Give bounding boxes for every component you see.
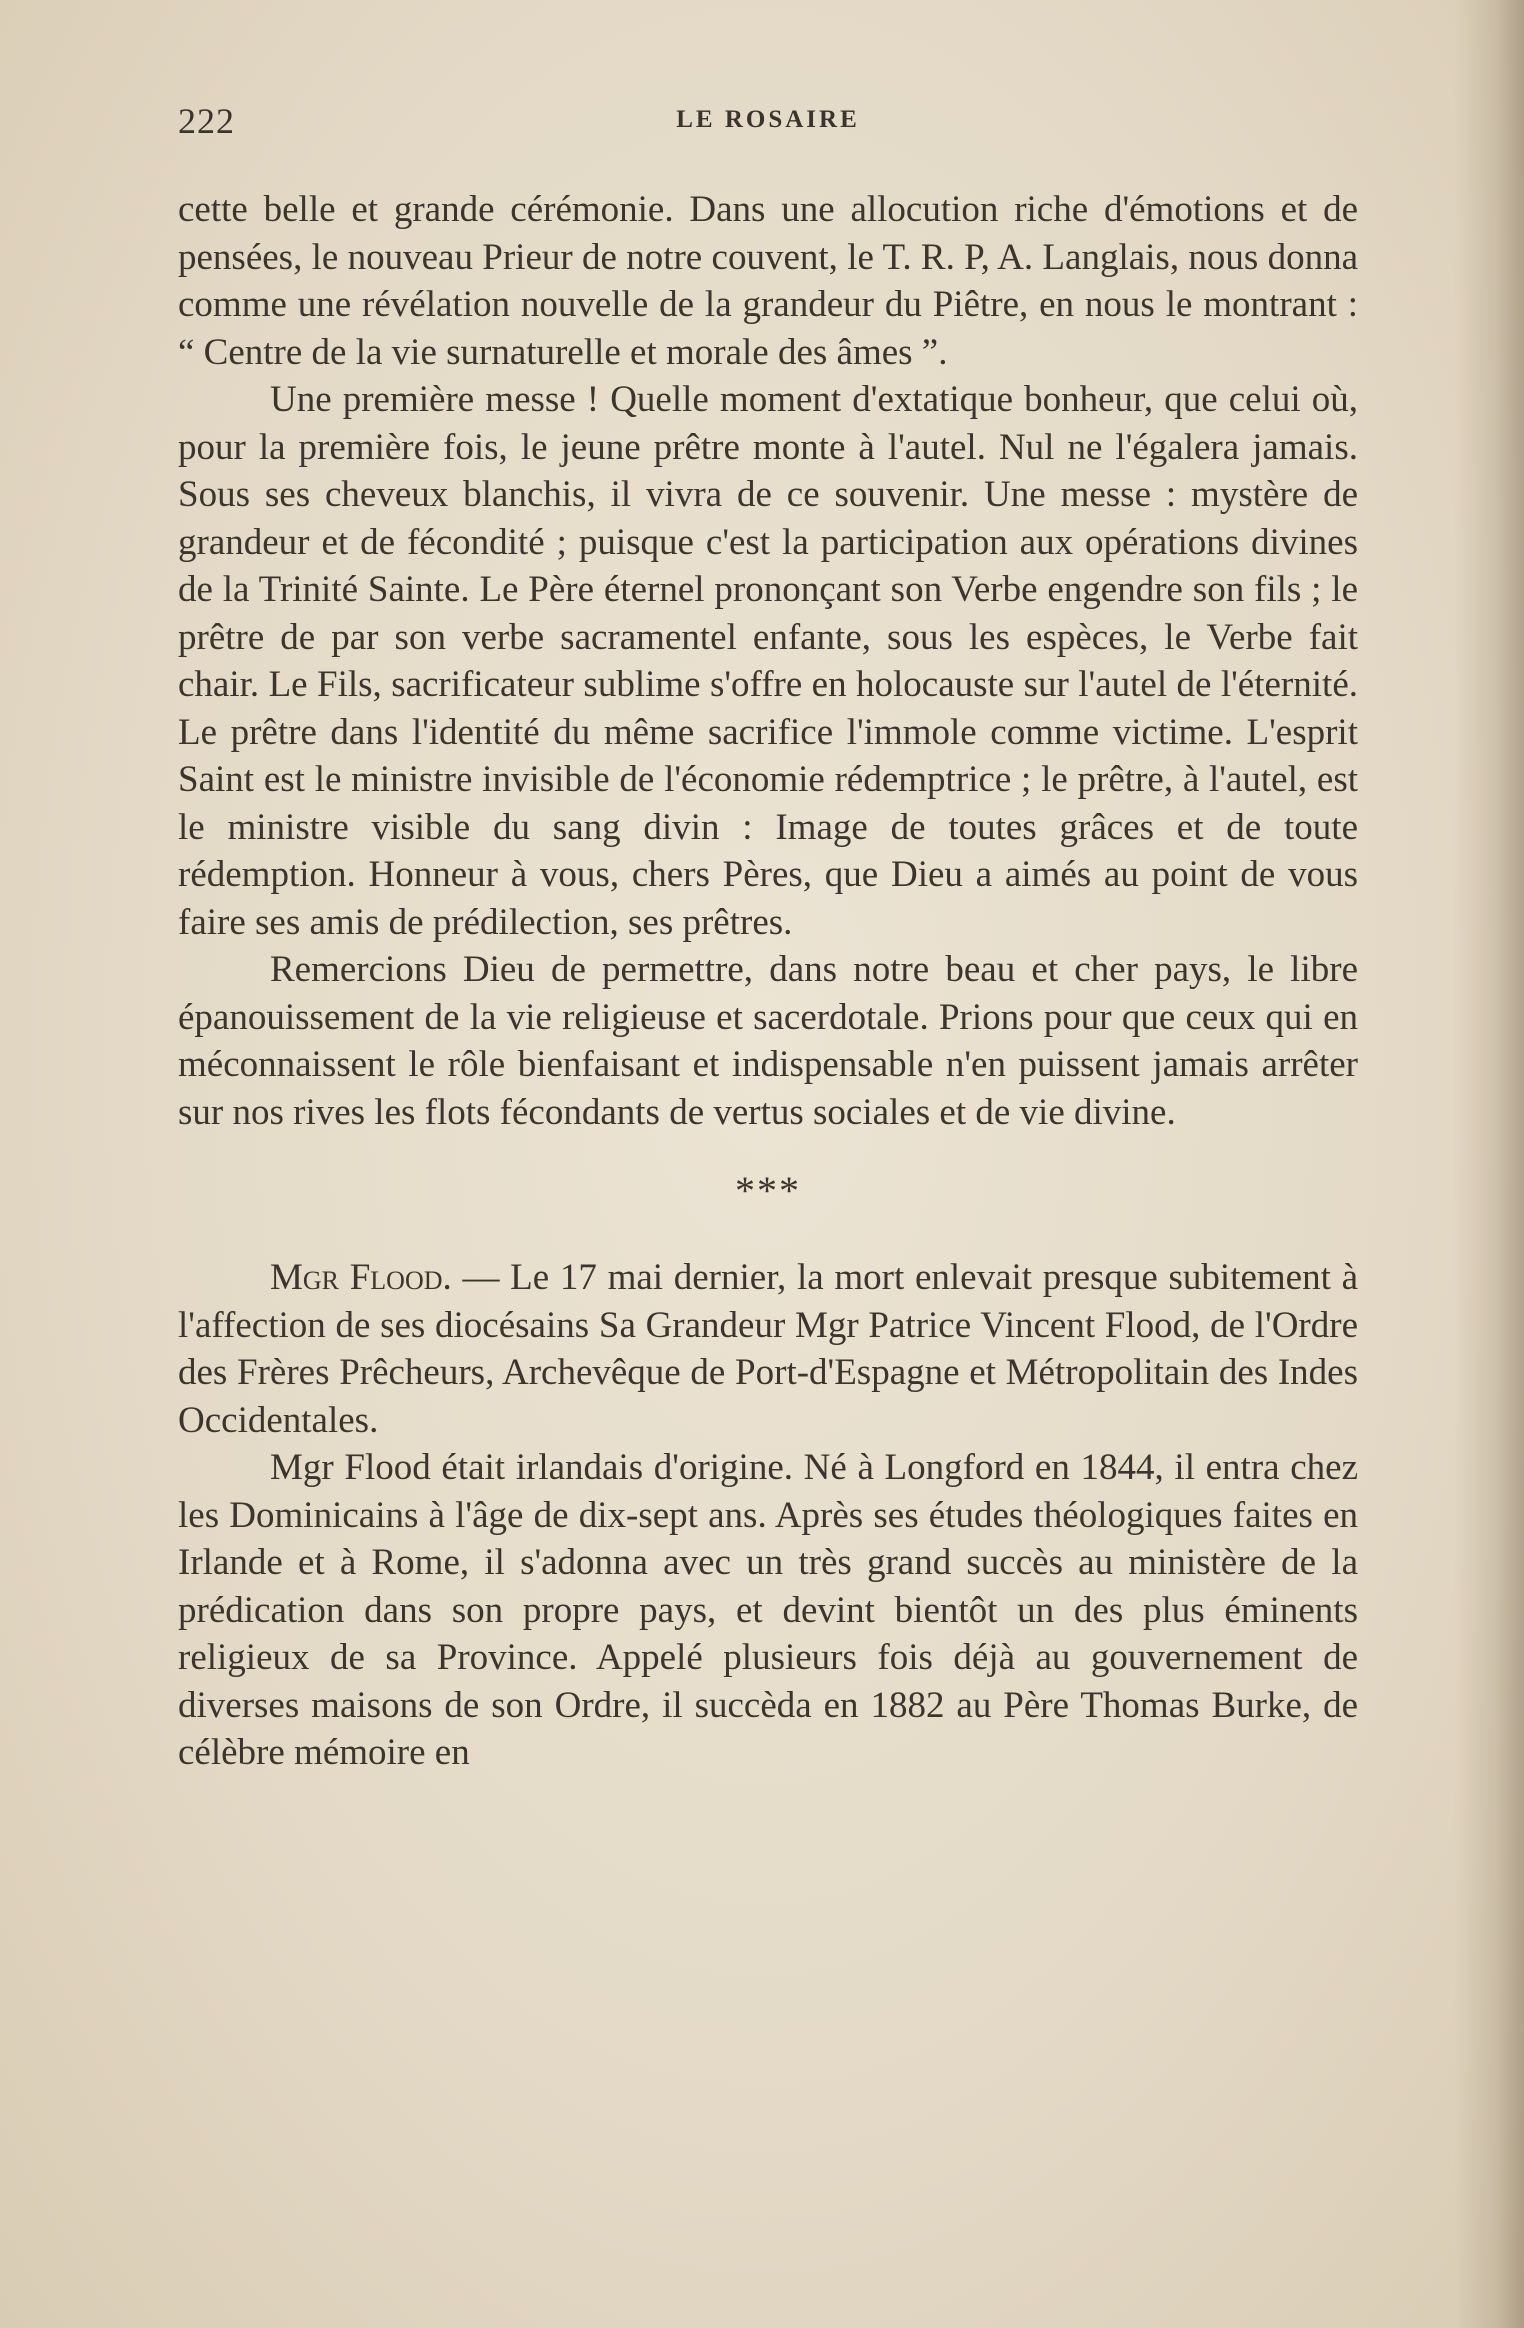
paragraph-flood-biography: Mgr Flood était irlandais d'origine. Né à Longford en 1844, il entra chez les Dominicains à l'âge de dix-sept ans. Après ses études théologiques faites en Irlande et à Rome, il s'adonna avec un très grand succès au ministère de la prédication dans son propre pays, et devint bientôt un des plus éminents religieux de sa Province. Appelé plusieurs fois déjà au gouvernement de diverses maisons de son Ordre, il succèda en 1882 au Père Thomas Burke, de célèbre mémoire en: [178, 1447, 1358, 1773]
section-heading-mgr-flood: Mgr Flood.: [270, 1257, 452, 1298]
page-number: 222: [178, 101, 235, 141]
paragraph-first-mass: Une première messe ! Quelle moment d'extatique bonheur, que celui où, pour la première fois, le jeune prêtre monte à l'autel. Nul ne l'égalera jamais. Sous ses cheveux blanchis, il vivra de ce souvenir. Une messe : mystère de grandeur et de fécondité ; puisque c'est la participation aux opérations divines de la Trinité Sainte. Le Père éternel prononçant son Verbe engendre son fils ; le prêtre de par son verbe sacramentel enfante, sous les espèces, le Verbe fait chair. Le Fils, sacrificateur sublime s'offre en holocauste sur l'autel de l'éternité. Le prêtre dans l'identité du même sacrifice l'immole comme victime. L'esprit Saint est le ministre invisible de l'économie rédemptrice ; le prêtre, à l'autel, est le ministre visible du sang divin : Image de toutes grâces et de toute rédemption. Honneur à vous, chers Pères, que Dieu a aimés au point de vous faire ses amis de prédilection, ses prêtres.: [178, 379, 1358, 943]
flood-death-text: Le 17 mai dernier, la mort enlevait presque subitement à l'affection de ses diocésains Sa Grandeur Mgr Patrice Vincent Flood, de l'Ordre des Frères Prêcheurs, Archevêque de Port-d'Espagne et Métropolitain des Indes Occidentales.: [178, 1257, 1358, 1441]
body-text: [178, 186, 1358, 1777]
paragraph-flood-death: [178, 1254, 1358, 1444]
separator-gap: [178, 1246, 1358, 1254]
paragraph-ceremony: cette belle et grande cérémonie. Dans une allocution riche d'émotions et de pensées, le nouveau Prieur de notre couvent, le T. R. P, A. Langlais, nous donna comme une révélation nouvelle de la grandeur du Piêtre, en nous le montrant : “ Centre de la vie surnaturelle et morale des âmes ”.: [178, 189, 1358, 373]
page-edge-shadow: [1454, 0, 1524, 2328]
paragraph-thanks: Remercions Dieu de permettre, dans notre beau et cher pays, le libre épanouissement de la vie religieuse et sacerdotale. Prions pour que ceux qui en méconnaissent le rôle bienfaisant et indispensable n'en puissent jamais arrêter sur nos rives les flots fécondants de vertus sociales et de vie divine.: [178, 949, 1358, 1133]
running-title: LE ROSAIRE: [676, 106, 860, 133]
heading-dash: —: [451, 1257, 511, 1298]
page-header: [178, 100, 1358, 150]
section-separator: ***: [735, 1168, 801, 1213]
